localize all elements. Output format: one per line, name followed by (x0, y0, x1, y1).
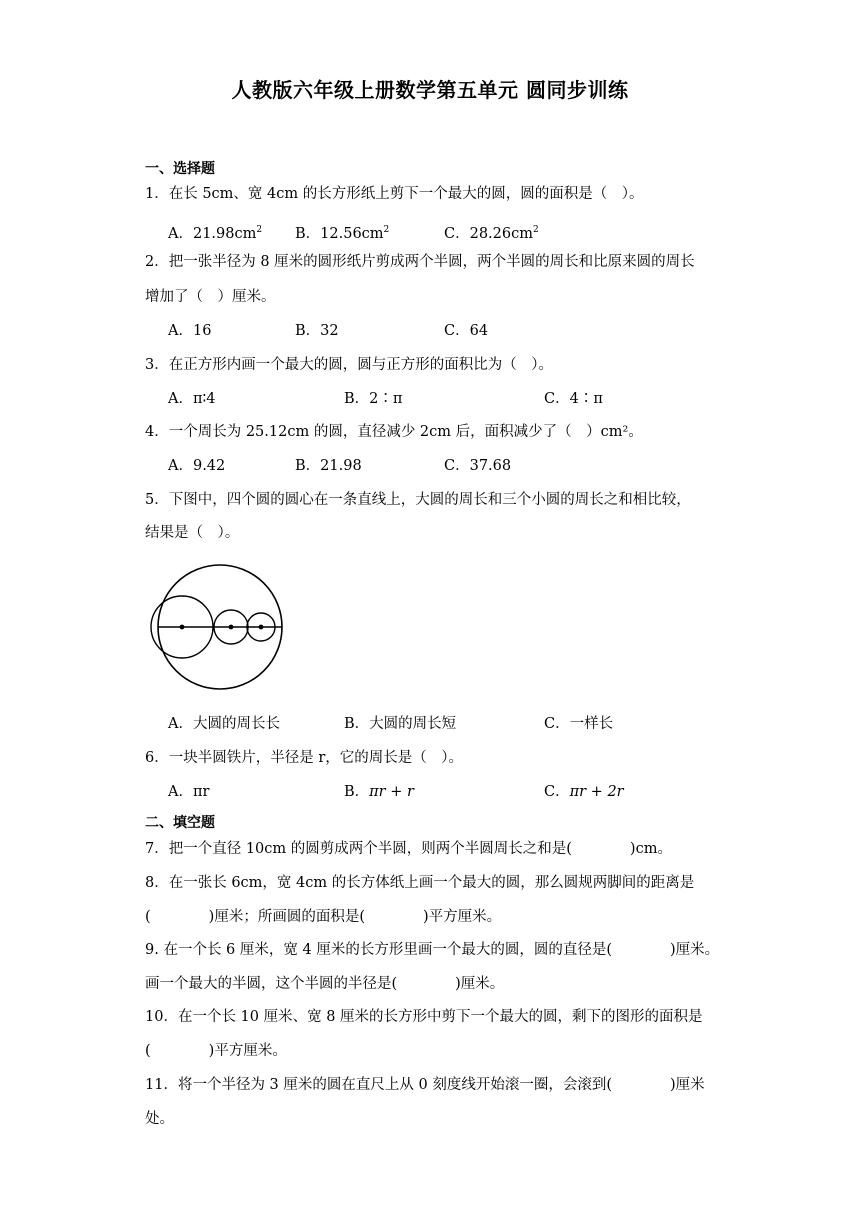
option-a: A．π∶4 (168, 391, 216, 407)
option-b: B．2∶π (344, 391, 403, 407)
question-3: 3．在正方形内画一个最大的圆，圆与正方形的面积比为（ ）。 (145, 357, 553, 373)
option-a: A．9.42 (168, 458, 226, 474)
question-8-line-2: ( )厘米；所画圆的面积是( )平方厘米。 (145, 909, 502, 925)
question-2-line-2: 增加了（ ）厘米。 (145, 289, 276, 305)
option-a: A．大圆的周长长 (168, 716, 280, 732)
center-dot-2 (229, 625, 234, 630)
option-c: C．一样长 (544, 716, 614, 732)
option-c: C．37.68 (444, 458, 512, 474)
question-9-line-1: 9. 在一个长 6 厘米，宽 4 厘米的长方形里画一个最大的圆，圆的直径是( )厘米。 (145, 942, 720, 958)
option-b: B．$12.56cm^2$ (295, 225, 390, 242)
question-7: 7．把一个直径 10cm 的圆剪成两个半圆，则两个半圆周长之和是( )cm。 (145, 841, 672, 857)
page-title: 人教版六年级上册数学第五单元 圆同步训练 (231, 78, 629, 102)
option-b: B．32 (295, 323, 339, 339)
question-9-line-2: 画一个最大的半圆，这个半圆的半径是( )厘米。 (145, 976, 505, 992)
question-10-line-2: ( )平方厘米。 (145, 1043, 287, 1059)
center-dot-1 (180, 625, 185, 630)
option-a: A．$21.98cm^2$ (168, 225, 263, 242)
option-c: C．$28.26cm^2$ (444, 225, 539, 242)
question-11-line-1: 11．将一个半径为 3 厘米的圆在直尺上从 0 刻度线开始滚一圈，会滚到( )厘米 (145, 1077, 705, 1093)
formula-c: πr + 2r (569, 784, 624, 800)
center-dot-3 (259, 625, 264, 630)
option-c: C．64 (444, 323, 489, 339)
option-a: A．16 (168, 323, 212, 339)
circles-figure (146, 562, 296, 694)
formula-b: πr + r (369, 784, 414, 800)
option-b: B．21.98 (295, 458, 362, 474)
question-5-line-1: 5．下图中，四个圆的圆心在一条直线上，大圆的周长和三个小圆的周长之和相比较， (145, 492, 691, 508)
section-choice-heading: 一、选择题 (145, 161, 215, 177)
section-fill-heading: 二、填空题 (145, 815, 215, 831)
option-b: B．πr + r (344, 784, 414, 800)
question-10-line-1: 10．在一个长 10 厘米、宽 8 厘米的长方形中剪下一个最大的圆，剩下的图形的面积是 (145, 1009, 703, 1025)
question-2-line-1: 2．把一张半径为 8 厘米的圆形纸片剪成两个半圆，两个半圆的周长和比原来圆的周长 (145, 254, 695, 270)
question-8-line-1: 8．在一张长 6cm，宽 4cm 的长方体纸上画一个最大的圆，那么圆规两脚间的距离是 (145, 875, 695, 891)
option-c: C．4∶π (544, 391, 603, 407)
question-1: 1．在长 5cm、宽 4cm 的长方形纸上剪下一个最大的圆，圆的面积是（ ）。 (145, 186, 644, 202)
option-b: B．大圆的周长短 (344, 716, 457, 732)
question-4: 4．一个周长为 25.12cm 的圆，直径减少 2cm 后，面积减少了（ ）cm²。 (145, 424, 643, 440)
question-6: 6．一块半圆铁片，半径是 r，它的周长是（ ）。 (145, 750, 464, 766)
question-11-line-2: 处。 (145, 1111, 174, 1127)
option-c: C．πr + 2r (544, 784, 624, 800)
option-a: A．πr (168, 784, 210, 800)
question-5-line-2: 结果是（ ）。 (145, 525, 240, 541)
